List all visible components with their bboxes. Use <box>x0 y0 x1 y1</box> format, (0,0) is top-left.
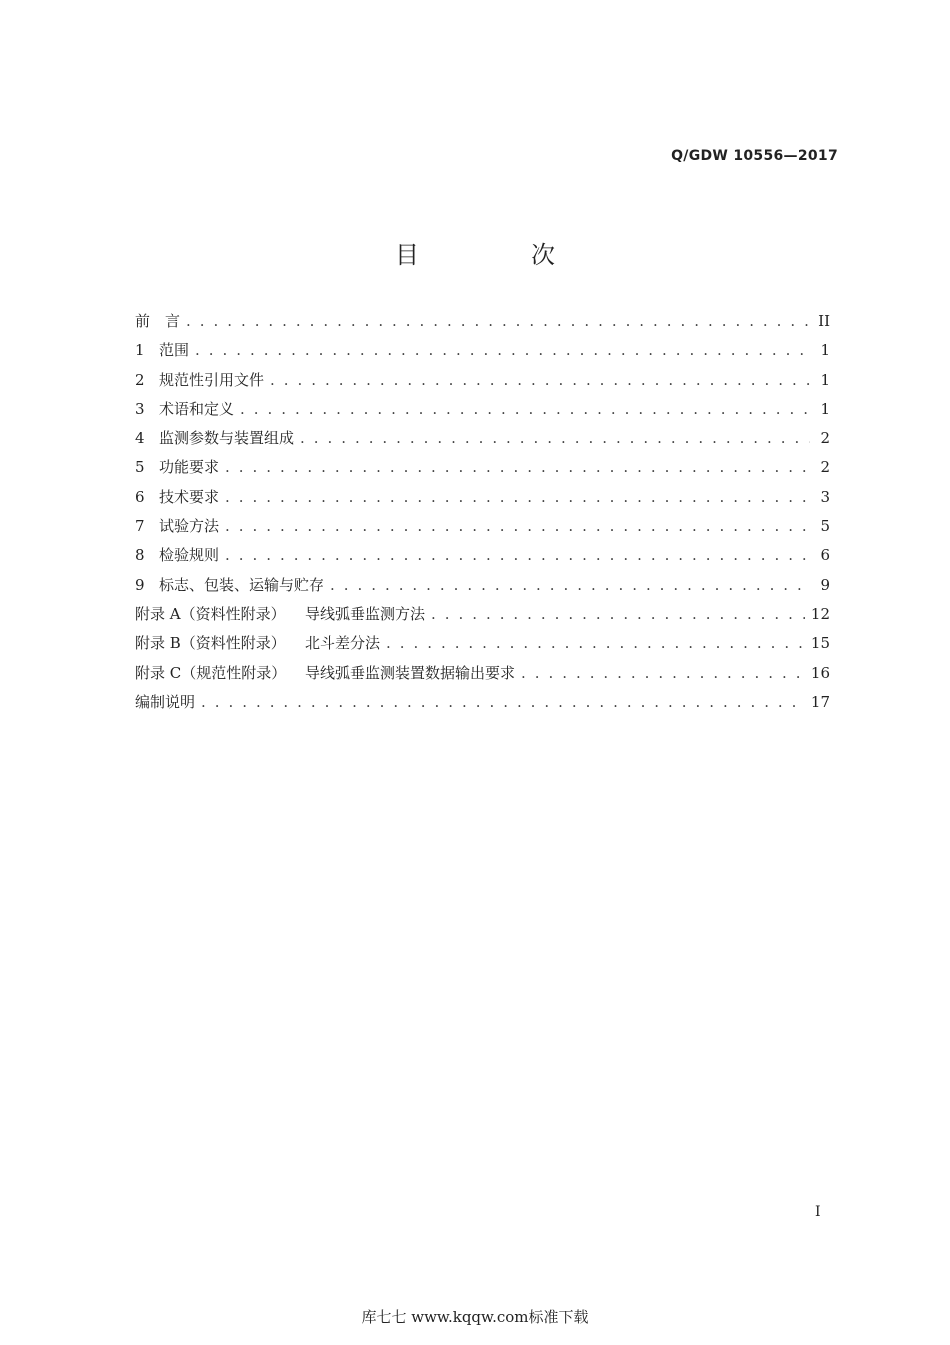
toc-label: 导线弧垂监测方法 <box>305 604 426 623</box>
toc-label: 前 言 <box>135 312 181 330</box>
toc-leader <box>225 517 810 535</box>
appendix-prefix: 附录 B（资料性附录） <box>135 634 286 653</box>
toc-number: 9 <box>135 575 145 594</box>
toc-page: 17 <box>810 692 830 711</box>
toc-row-4[interactable] <box>135 427 830 456</box>
toc-row-explanation[interactable] <box>135 691 830 720</box>
toc-number: 3 <box>135 399 145 418</box>
toc-page: 2 <box>820 429 830 448</box>
toc-page: 5 <box>820 517 830 536</box>
toc-row-appendix-c[interactable] <box>135 662 830 691</box>
toc-label: 规范性引用文件 <box>159 370 265 389</box>
toc-label: 术语和定义 <box>159 399 235 418</box>
toc-row-7[interactable] <box>135 515 830 544</box>
footer-watermark: 库七七 www.kqqw.com标准下载 <box>361 1308 589 1326</box>
toc-leader <box>431 605 805 623</box>
page-number: I <box>815 1204 821 1220</box>
toc-page: 3 <box>820 487 830 506</box>
toc-number: 4 <box>135 429 145 448</box>
toc-number: 8 <box>135 546 145 565</box>
toc-label: 监测参数与装置组成 <box>159 429 295 448</box>
toc-label: 编制说明 <box>135 692 196 711</box>
toc-leader <box>300 429 810 447</box>
toc-leader <box>240 400 810 418</box>
toc-leader <box>201 693 805 711</box>
toc-page: II <box>818 312 830 330</box>
standard-code: Q/GDW 10556—2017 <box>671 148 838 164</box>
toc-label: 技术要求 <box>159 487 220 506</box>
toc-leader <box>521 664 805 682</box>
toc-label: 标志、包装、运输与贮存 <box>159 575 325 594</box>
toc-row-9[interactable] <box>135 574 830 603</box>
toc-page: 2 <box>820 458 830 477</box>
toc-label: 导线弧垂监测装置数据输出要求 <box>305 663 516 682</box>
toc-leader <box>186 312 810 330</box>
toc-row-1[interactable] <box>135 339 830 368</box>
table-of-contents <box>135 310 830 720</box>
page-title: 目 次 <box>395 241 599 269</box>
toc-row-2[interactable] <box>135 369 830 398</box>
toc-row-appendix-a[interactable] <box>135 603 830 632</box>
toc-label: 检验规则 <box>159 546 220 565</box>
toc-number: 5 <box>135 458 145 477</box>
toc-leader <box>225 546 810 564</box>
toc-label: 功能要求 <box>159 458 220 477</box>
toc-page: 12 <box>810 604 830 623</box>
toc-leader <box>330 576 810 594</box>
toc-page: 6 <box>820 546 830 565</box>
toc-page: 9 <box>820 575 830 594</box>
toc-row-foreword[interactable] <box>135 310 830 339</box>
toc-row-appendix-b[interactable] <box>135 632 830 661</box>
toc-row-8[interactable] <box>135 544 830 573</box>
toc-label: 范围 <box>159 341 190 360</box>
toc-leader <box>195 341 810 359</box>
toc-number: 7 <box>135 517 145 536</box>
toc-page: 1 <box>820 370 830 389</box>
toc-leader <box>225 488 810 506</box>
toc-number: 2 <box>135 370 145 389</box>
toc-label: 试验方法 <box>159 517 220 536</box>
toc-leader <box>225 458 810 476</box>
toc-page: 1 <box>820 341 830 360</box>
toc-leader <box>270 371 810 389</box>
appendix-prefix: 附录 A（资料性附录） <box>135 604 286 623</box>
toc-number: 6 <box>135 487 145 506</box>
toc-row-6[interactable] <box>135 486 830 515</box>
toc-row-3[interactable] <box>135 398 830 427</box>
toc-leader <box>386 634 805 652</box>
toc-page: 15 <box>810 634 830 653</box>
toc-number: 1 <box>135 341 145 360</box>
appendix-prefix: 附录 C（规范性附录） <box>135 663 287 682</box>
toc-row-5[interactable] <box>135 456 830 485</box>
toc-page: 1 <box>820 399 830 418</box>
toc-label: 北斗差分法 <box>305 634 381 653</box>
toc-page: 16 <box>810 663 830 682</box>
